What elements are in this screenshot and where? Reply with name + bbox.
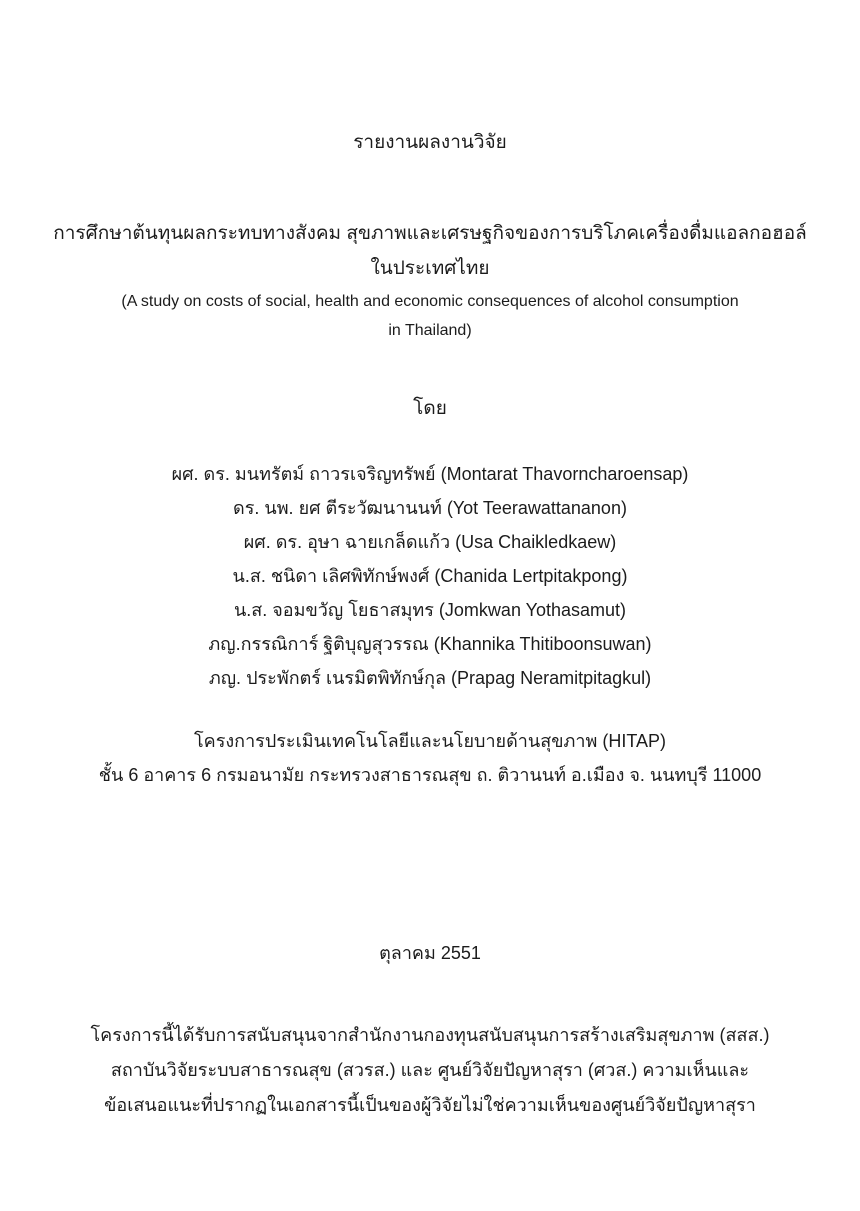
affiliation-organization: โครงการประเมินเทคโนโลยีและนโยบายด้านสุขภาพ (HITAP) — [194, 731, 666, 751]
funding-line-1: โครงการนี้ได้รับการสนับสนุนจากสำนักงานกองทุนสนับสนุนการสร้างเสริมสุขภาพ (สสส.) — [90, 1025, 770, 1045]
publication-date: ตุลาคม 2551 — [379, 943, 481, 963]
funding-acknowledgement — [0, 1018, 860, 1123]
affiliation — [0, 724, 860, 792]
funding-line-3: ข้อเสนอแนะที่ปรากฏในเอกสารนี้เป็นของผู้วิจัยไม่ใช่ความเห็นของศูนย์วิจัยปัญหาสุรา — [104, 1095, 756, 1115]
author-line: ภญ.กรรณิการ์ ฐิติบุญสุวรรณ (Khannika Thitiboonsuwan) — [208, 634, 652, 654]
title-thai-line-2: ในประเทศไทย — [370, 258, 490, 279]
title-english-line-1: (A study on costs of social, health and economic consequences of alcohol consumption — [121, 293, 739, 310]
funding-line-2: สถาบันวิจัยระบบสาธารณสุข (สวรส.) และ ศูนย์วิจัยปัญหาสุรา (ศวส.) ความเห็นและ — [110, 1060, 750, 1080]
author-list — [0, 457, 860, 695]
author-line: ดร. นพ. ยศ ตีระวัฒนานนท์ (Yot Teerawattananon) — [233, 498, 627, 518]
title-thai-line-1: การศึกษาต้นทุนผลกระทบทางสังคม สุขภาพและเศรษฐกิจของการบริโภคเครื่องดื่มแอลกอฮอล์ — [53, 223, 807, 244]
author-line: ผศ. ดร. มนทรัตม์ ถาวรเจริญทรัพย์ (Montarat Thavorncharoensap) — [171, 464, 689, 484]
author-line: ภญ. ประพักตร์ เนรมิตพิทักษ์กุล (Prapag Neramitpitagkul) — [208, 668, 652, 688]
report-type-heading: รายงานผลงานวิจัย — [353, 132, 507, 153]
author-line: น.ส. ชนิดา เลิศพิทักษ์พงศ์ (Chanida Lertpitakpong) — [232, 566, 628, 586]
author-line: ผศ. ดร. อุษา ฉายเกล็ดแก้ว (Usa Chaikledkaew) — [243, 532, 617, 552]
author-line: น.ส. จอมขวัญ โยธาสมุทร (Jomkwan Yothasamut) — [233, 600, 627, 620]
title-english — [0, 287, 860, 345]
title-english-line-2: in Thailand) — [388, 322, 472, 339]
title-thai — [0, 216, 860, 286]
affiliation-address: ชั้น 6 อาคาร 6 กรมอนามัย กระทรวงสาธารณสุข ถ. ติวานนท์ อ.เมือง จ. นนทบุรี 11000 — [98, 765, 762, 785]
byline: โดย — [413, 398, 447, 419]
